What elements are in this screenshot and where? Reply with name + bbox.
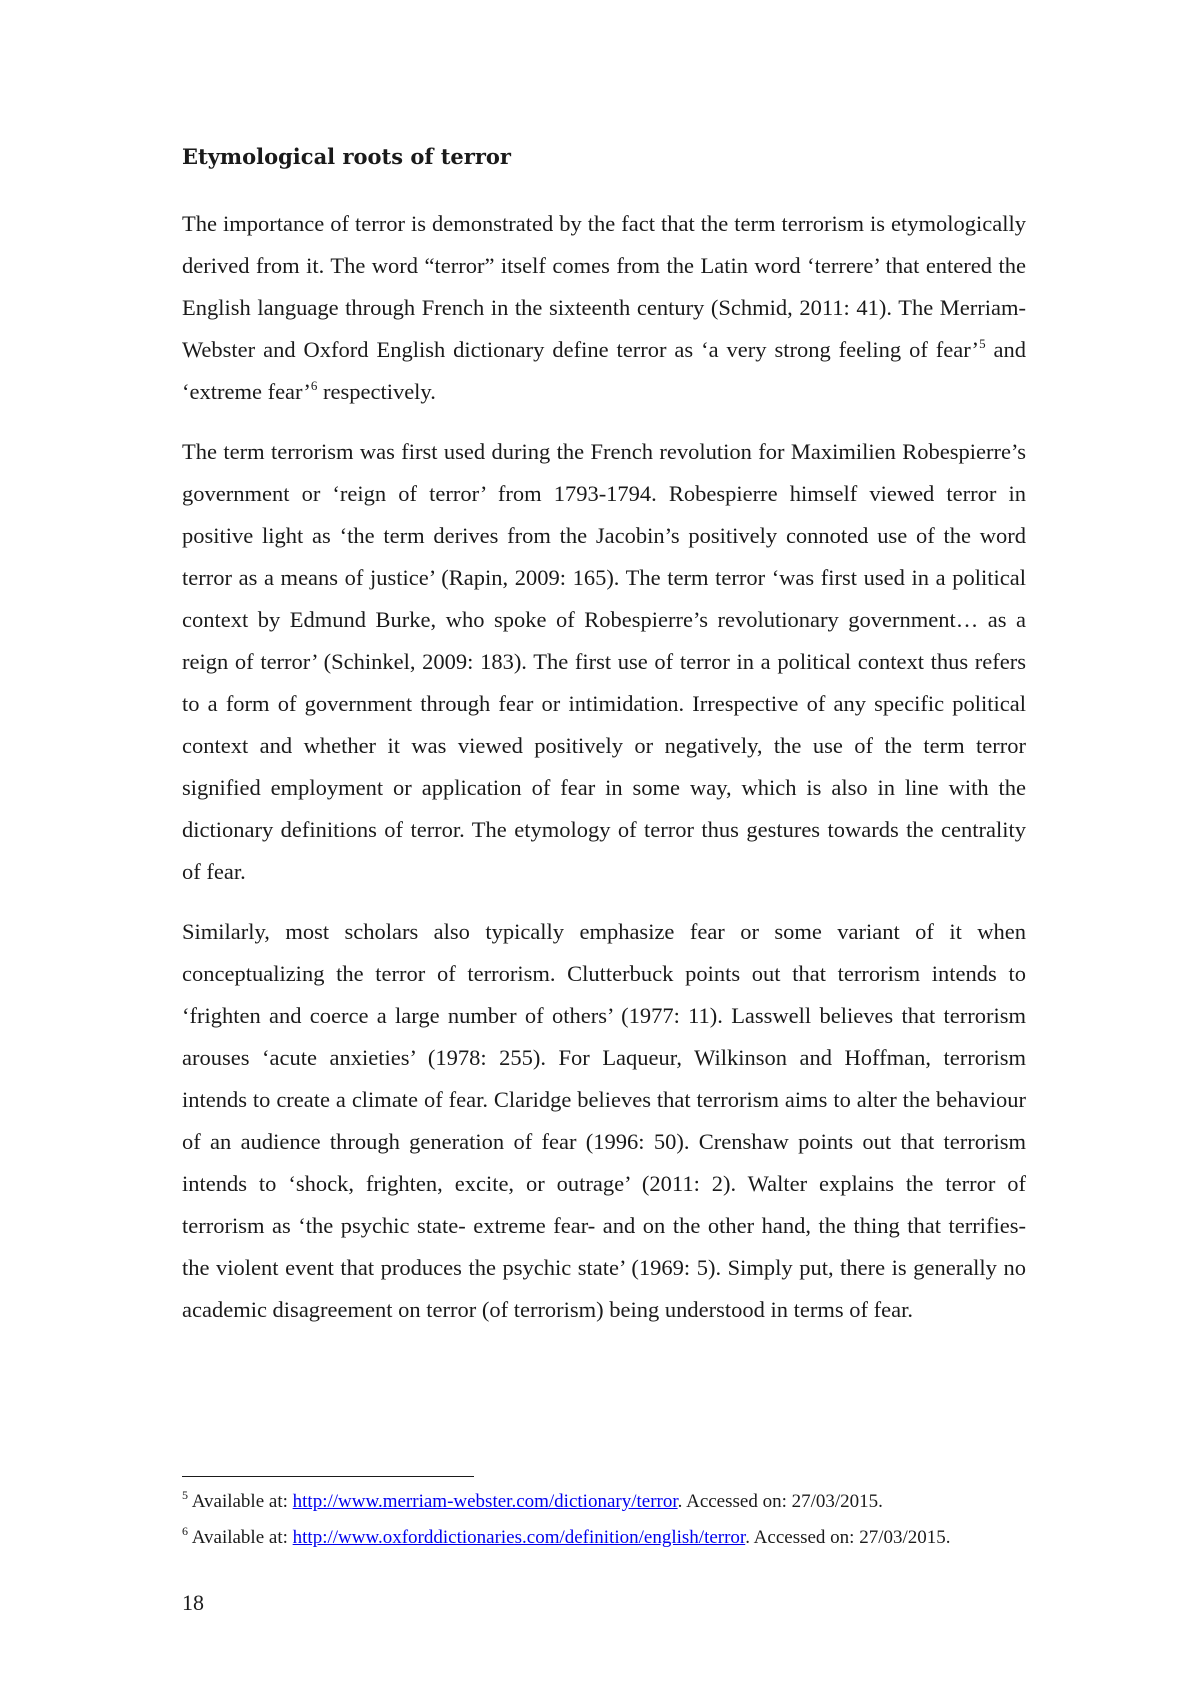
footnote-reference-5[interactable]: 5 bbox=[979, 336, 986, 351]
paragraph-scholars: Similarly, most scholars also typically emphasize fear or some variant of it when conceptualizing the terror of terrorism. Clutterbuck points out that terrorism intends to ‘frighten and coerce a large number of others’ (1977: 11). Lasswell believes that terrorism arouses ‘acute anxieties’ (1978: 255). For Laqueur, Wilkinson and Hoffman, terrorism intends to create a climate of fear. Claridge believes that terrorism aims to alter the behaviour of an audience through generation of fear (1996: 50). Crenshaw points out that terrorism intends to ‘shock, frighten, excite, or outrage’ (2011: 2). Walter explains the terror of terrorism as ‘the psychic state- extreme fear- and on the other hand, the thing that terrifies- the violent event that produces the psychic state’ (1969: 5). Simply put, there is generally no academic disagreement on terror (of terrorism) being understood in terms of fear. bbox=[182, 919, 1026, 1322]
footnote-suffix: . Accessed on: 27/03/2015. bbox=[745, 1527, 951, 1548]
paragraph-text: respectively. bbox=[317, 379, 436, 404]
footnote-prefix: Available at: bbox=[188, 1527, 293, 1548]
section-heading: Etymological roots of terror bbox=[182, 144, 511, 169]
footnote-number: 6 bbox=[182, 1524, 188, 1538]
footnote-reference-6[interactable]: 6 bbox=[310, 378, 318, 393]
footnote-5 bbox=[182, 1490, 883, 1514]
footnote-link[interactable]: http://www.merriam-webster.com/dictionary/terror bbox=[292, 1491, 678, 1512]
footnote-prefix: Available at: bbox=[188, 1491, 293, 1512]
footnote-separator bbox=[182, 1476, 474, 1477]
paragraph-etymology bbox=[182, 203, 1026, 413]
paragraph-text: and ‘extreme fear’ bbox=[182, 337, 1026, 404]
paragraph-french-revolution: The term terrorism was first used during the French revolution for Maximilien Robespierre’s government or ‘reign of terror’ from 1793-1794. Robespierre himself viewed terror in positive light as ‘the term derives from the Jacobin’s positively connoted use of the word terror as a means of justice’ (Rapin, 2009: 165). The term terror ‘was first used in a political context by Edmund Burke, who spoke of Robespierre’s revolutionary government… as a reign of terror’ (Schinkel, 2009: 183). The first use of terror in a political context thus refers to a form of government through fear or intimidation. Irrespective of any specific political context and whether it was viewed positively or negatively, the use of the term terror signified employment or application of fear in some way, which is also in line with the dictionary definitions of terror. The etymology of terror thus gestures towards the centrality of fear. bbox=[182, 439, 1026, 884]
footnote-suffix: . Accessed on: 27/03/2015. bbox=[677, 1491, 883, 1512]
footnote-number: 5 bbox=[182, 1488, 188, 1502]
page-number: 18 bbox=[182, 1590, 204, 1615]
footnote-6 bbox=[182, 1526, 951, 1550]
footnote-link[interactable]: http://www.oxforddictionaries.com/definition/english/terror bbox=[292, 1527, 746, 1548]
paragraph-text: The importance of terror is demonstrated by the fact that the term terrorism is etymologically derived from it. The word “terror” itself comes from the Latin word ‘terrere’ that entered the English language through French in the sixteenth century (Schmid, 2011: 41). The Merriam-Webster and Oxford English dictionary define terror as ‘a very strong feeling of fear’ bbox=[182, 211, 1026, 362]
